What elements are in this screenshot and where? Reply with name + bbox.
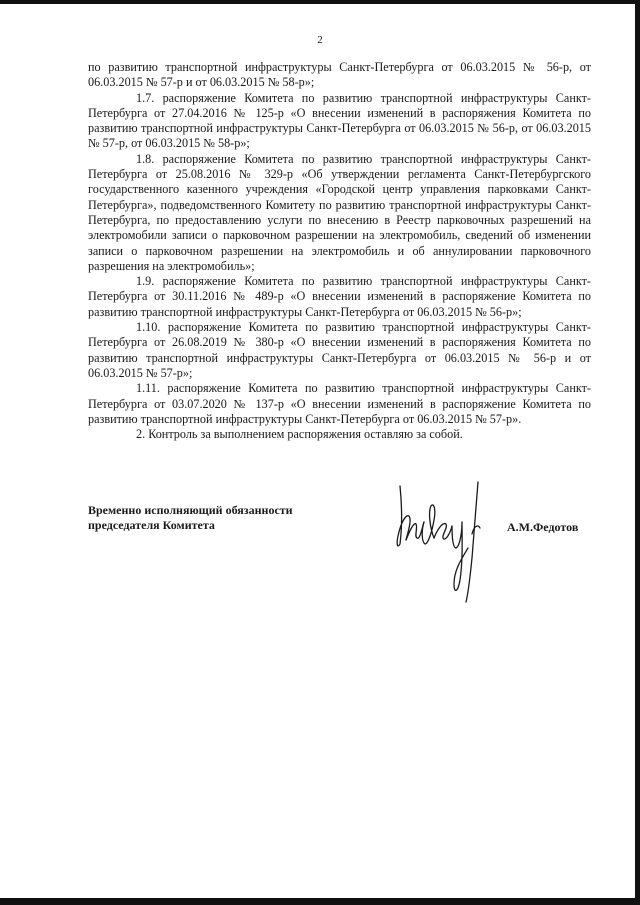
paragraph-item-1-9: 1.9. распоряжение Комитета по развитию транспортной инфраструктуры Санкт-Петербурга от 30.11.2016 № 489-р «О внесении изменений в распоряжение Комитета по развитию транспортной инфраструктуры Санкт-Петербурга от 06.03.2015 № 56-р»; <box>88 274 591 319</box>
signatory-title-line-1: Временно исполняющий обязанности <box>88 503 293 517</box>
paragraph-item-2: 2. Контроль за выполнением распоряжения оставляю за собой. <box>136 427 463 442</box>
scan-border-top <box>0 0 640 4</box>
scan-border-bottom <box>0 898 640 905</box>
paragraph-item-1-11: 1.11. распоряжение Комитета по развитию транспортной инфраструктуры Санкт-Петербурга от 03.07.2020 № 137-р «О внесении изменений в распоряжение Комитета по развитию транспортной инфраструктуры Санкт-Петербурга от 06.03.2015 № 57-р». <box>88 381 591 426</box>
scan-border-right <box>635 0 640 905</box>
paragraph-item-1-10: 1.10. распоряжение Комитета по развитию транспортной инфраструктуры Санкт-Петербурга от 26.08.2019 № 380-р «О внесении изменений в распоряжения Комитета по развитию транспортной инфраструктуры Санкт-Петербурга от 06.03.2015 № 56-р и от 06.03.2015 № 57-р»; <box>88 320 591 380</box>
signatory-title <box>88 503 348 533</box>
document-body <box>88 60 591 442</box>
handwritten-signature <box>388 478 503 608</box>
signatory-title-line-2: председателя Комитета <box>88 518 215 532</box>
paragraph-item-1-7: 1.7. распоряжение Комитета по развитию транспортной инфраструктуры Санкт-Петербурга от 27.04.2016 № 125-р «О внесении изменений в распоряжения Комитета по развитию транспортной инфраструктуры Санкт-Петербурга от 06.03.2015 № 56-р, от 06.03.2015 № 57-р, от 06.03.2015 № 58-р»; <box>88 90 591 151</box>
signatory-name: А.М.Федотов <box>507 520 579 534</box>
paragraph-continuation: по развитию транспортной инфраструктуры Санкт-Петербурга от 06.03.2015 № 56-р, от 06.03.2015 № 57-р и от 06.03.2015 № 58-р»; <box>88 60 591 90</box>
page-number: 2 <box>317 34 323 46</box>
paragraph-item-1-8: 1.8. распоряжение Комитета по развитию транспортной инфраструктуры Санкт-Петербурга от 25.08.2016 № 329-р «Об утверждении регламента Санкт-Петербургского государственного казенного учреждения «Городской центр управления парковками Санкт-Петербурга», подведомственного Комитету по развитию транспортной инфраструктуры Санкт-Петербурга, по предоставлению услуги по внесению в Реестр парковочных разрешений на электромобили записи о парковочном разрешении на электромобиль, сведений об изменении записи о парковочном разрешении на электромобиль и об аннулировании парковочного разрешения на электромобиль»; <box>88 151 591 273</box>
